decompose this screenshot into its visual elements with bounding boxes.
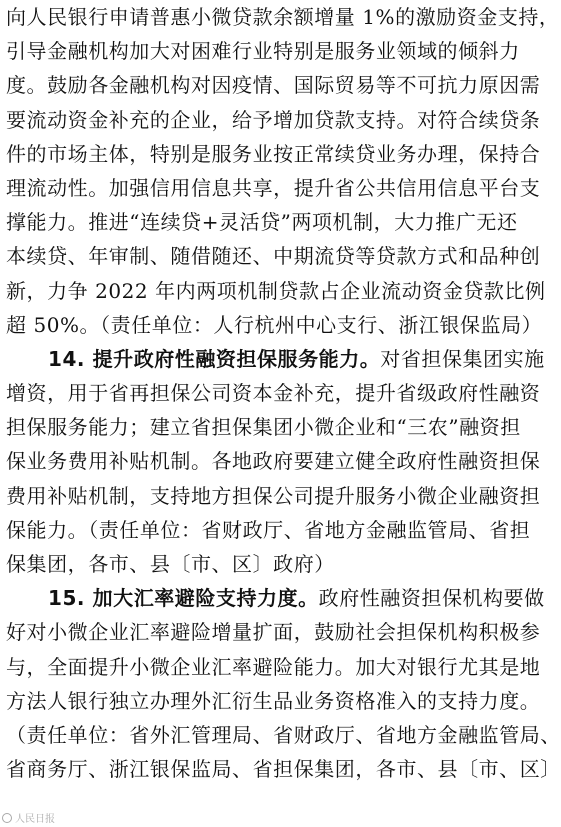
text-line: 费用补贴机制，支持地方担保公司提升服务小微企业融资担 — [6, 483, 541, 508]
text-line: 担保服务能力；建立省担保集团小微企业和“三农”融资担 — [6, 415, 521, 440]
text-line: 引导金融机构加大对困难行业特别是服务业领域的倾斜力 — [6, 39, 520, 64]
text-line: 好对小微企业汇率避险增量扩面，鼓励社会担保机构积极参 — [6, 620, 541, 645]
text-line: 要流动资金补充的企业，给予增加贷款支持。对符合续贷条 — [6, 107, 541, 132]
text-line: 与，全面提升小微企业汇率避险能力。加大对银行尤其是地 — [6, 654, 541, 679]
text-line: 增资，用于省再担保公司资本金补充，提升省级政府性融资 — [6, 381, 541, 406]
text-line: 保业务费用补贴机制。各地政府要建立健全政府性融资担保 — [6, 449, 541, 474]
text-line: 方法人银行独立办理外汇衍生品业务资格准入的支持力度。 — [6, 688, 541, 713]
section-14-first-line — [6, 342, 545, 376]
section-15 — [6, 581, 561, 786]
section-14-heading: 14. 提升政府性融资担保服务能力。 — [48, 346, 381, 371]
watermark — [2, 810, 55, 825]
section-15-heading: 15. 加大汇率避险支持力度。 — [48, 586, 319, 611]
section-14 — [6, 342, 545, 581]
paragraph-13 — [6, 0, 560, 342]
document-page — [6, 0, 561, 786]
watermark-text: 人民日报 — [15, 814, 55, 825]
text-line: 保集团，各市、县〔市、区〕政府） — [6, 552, 335, 576]
text-line: 超 50%。（责任单位：人行杭州中心支行、浙江银保监局） — [6, 312, 543, 337]
text-line: 向人民银行申请普惠小微贷款余额增量 1%的激励资金支持， — [6, 5, 560, 29]
text-line: 省商务厅、浙江银保监局、省担保集团，各市、县〔市、区〕 — [6, 757, 561, 782]
text-line: 理流动性。加强信用信息共享，提升省公共信用信息平台支 — [6, 175, 541, 200]
section-15-first-text: 政府性融资担保机构要做 — [318, 586, 545, 611]
text-line: （责任单位：省外汇管理局、省财政厅、省地方金融监管局、 — [6, 722, 561, 747]
text-line: 新，力争 2022 年内两项机制贷款占企业流动资金贷款比例 — [6, 278, 546, 303]
text-line: 保能力。（责任单位：省财政厅、省地方金融监管局、省担 — [6, 517, 531, 542]
text-line: 件的市场主体，特别是服务业按正常续贷业务办理，保持合 — [6, 141, 541, 166]
text-line: 本续贷、年审制、随借随还、中期流贷等贷款方式和品种创 — [6, 244, 541, 269]
logo-mark-icon — [2, 813, 12, 823]
text-line: 度。鼓励各金融机构对因疫情、国际贸易等不可抗力原因需 — [6, 73, 541, 98]
section-14-first-text: 对省担保集团实施 — [380, 346, 545, 371]
text-line: 撑能力。推进“连续贷+灵活贷”两项机制，大力推广无还 — [6, 210, 518, 235]
section-15-first-line — [6, 581, 545, 615]
